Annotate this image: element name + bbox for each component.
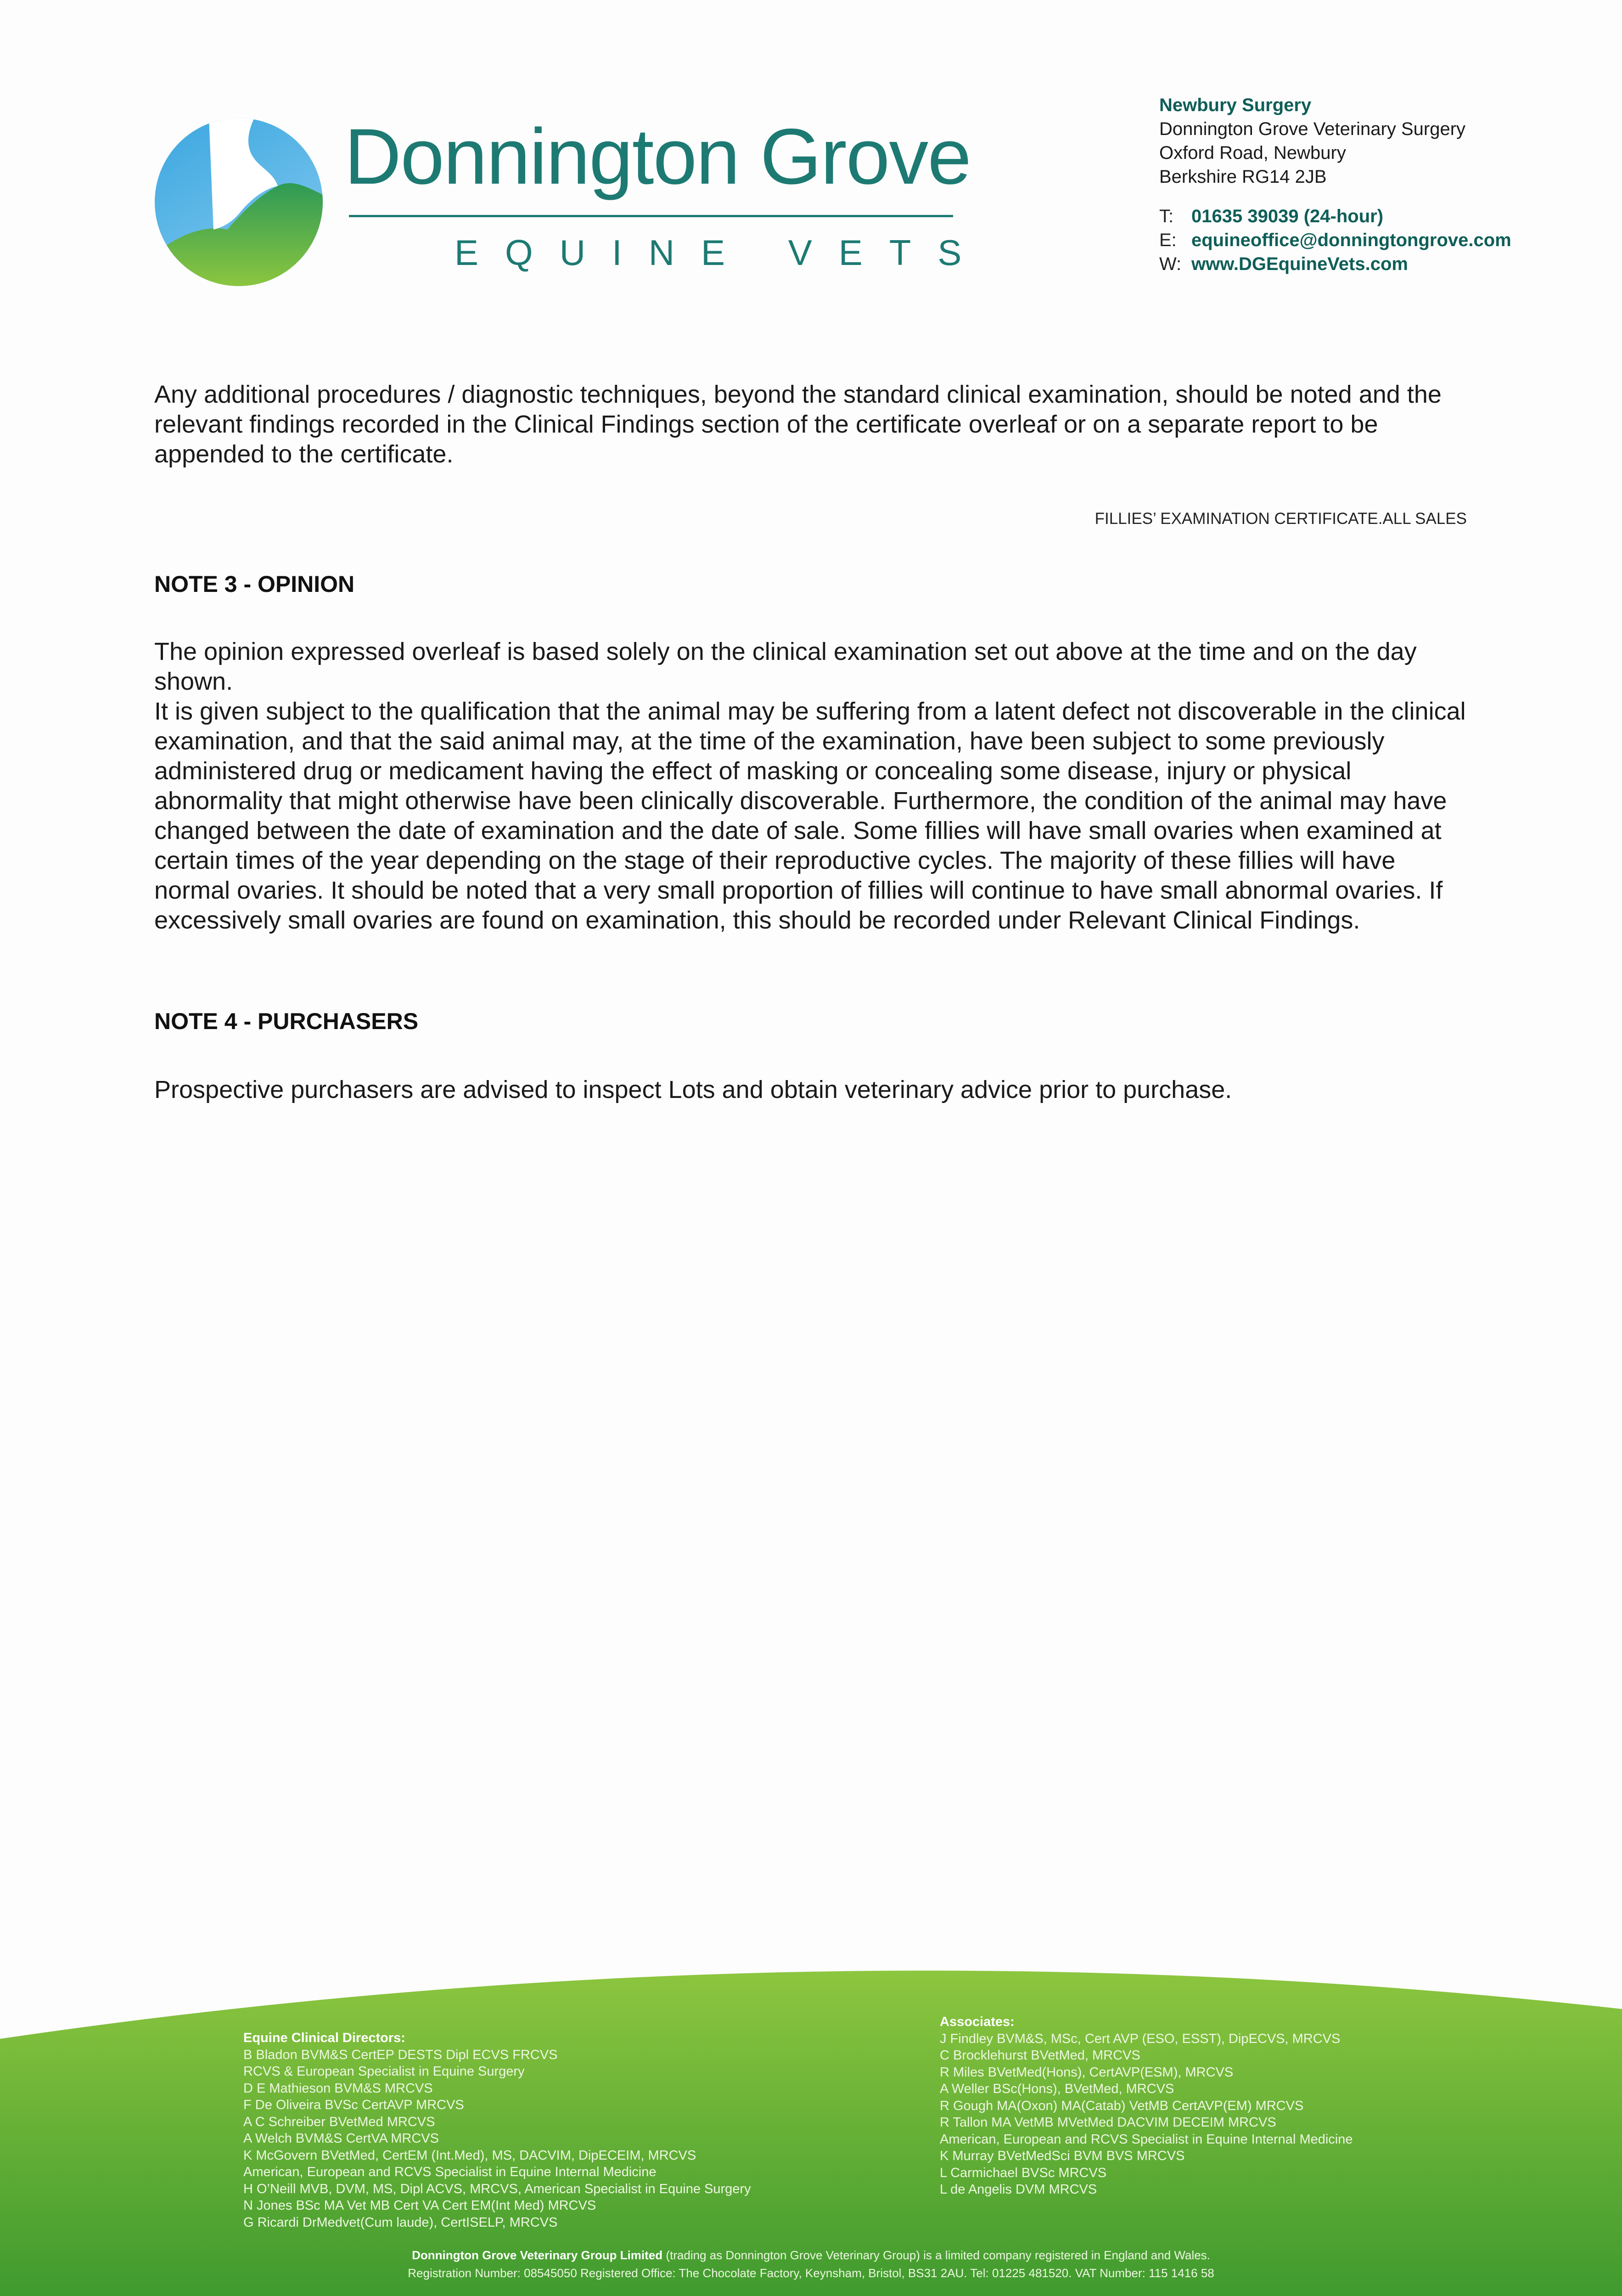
address-line: Berkshire RG14 2JB xyxy=(1159,167,1327,187)
director-entry: D E Mathieson BVM&S MRCVS xyxy=(243,2081,433,2096)
director-entry: K McGovern BVetMed, CertEM (Int.Med), MS, DACVIM, DipECEIM, MRCVS xyxy=(243,2148,696,2163)
associate-entry: R Gough MA(Oxon) MA(Catab) VetMB CertAVP(EM) MRCVS xyxy=(940,2098,1304,2113)
director-entry: American, European and RCVS Specialist in Equine Internal Medicine xyxy=(243,2165,657,2179)
brand-name: Donnington Grove xyxy=(344,113,971,201)
associate-entry: R Tallon MA VetMB MVetMed DACVIM DECEIM MRCVS xyxy=(940,2115,1276,2130)
associates-title: Associates: xyxy=(940,2015,1015,2029)
legal-line-1 xyxy=(0,2248,1622,2262)
web-row xyxy=(1159,252,1511,276)
note3-paragraph-1: The opinion expressed overleaf is based solely on the clinical examination set out above at the time and on the day shown. xyxy=(154,638,1417,695)
certificate-reference: FILLIES’ EXAMINATION CERTIFICATE.ALL SALES xyxy=(1094,510,1467,528)
intro-paragraph: Any additional procedures / diagnostic techniques, beyond the standard clinical examination, should be noted and the relevant findings recorded in the Clinical Findings section of the certificate overleaf or on a separate report to be appended to the certificate. xyxy=(154,381,1442,468)
phone-prefix: T: xyxy=(1159,206,1174,226)
director-entry: B Bladon BVM&S CertEP DESTS Dipl ECVS FRCVS xyxy=(243,2047,558,2062)
director-entry: H O’Neill MVB, DVM, MS, Dipl ACVS, MRCVS, American Specialist in Equine Surgery xyxy=(243,2181,751,2196)
website-link[interactable]: www.DGEquineVets.com xyxy=(1191,254,1408,274)
directors-title: Equine Clinical Directors: xyxy=(243,2031,405,2045)
director-entry: G Ricardi DrMedvet(Cum laude), CertISELP, MRCVS xyxy=(243,2215,558,2230)
brand-subtitle: EQUINE VETS xyxy=(455,232,988,273)
legal-text: (trading as Donnington Grove Veterinary Group) is a limited company registered in England and Wales. xyxy=(662,2248,1210,2262)
associate-entry: L de Angelis DVM MRCVS xyxy=(940,2182,1097,2197)
logo-icon xyxy=(154,117,324,287)
contact-block xyxy=(1159,93,1511,276)
associate-entry: C Brocklehurst BVetMed, MRCVS xyxy=(940,2048,1140,2063)
director-entry: A C Schreiber BVetMed MRCVS xyxy=(243,2114,435,2129)
associate-entry: A Weller BSc(Hons), BVetMed, MRCVS xyxy=(940,2082,1174,2096)
director-entry: F De Oliveira BVSc CertAVP MRCVS xyxy=(243,2098,464,2112)
associate-entry: J Findley BVM&S, MSc, Cert AVP (ESO, ESST), DipECVS, MRCVS xyxy=(940,2031,1341,2046)
directors-list xyxy=(243,2030,751,2231)
brand-divider xyxy=(349,215,953,217)
director-entry: RCVS & European Specialist in Equine Surgery xyxy=(243,2064,525,2079)
associate-entry: K Murray BVetMedSci BVM BVS MRCVS xyxy=(940,2149,1185,2163)
associate-entry: R Miles BVetMed(Hons), CertAVP(ESM), MRCVS xyxy=(940,2065,1234,2080)
surgery-name: Newbury Surgery xyxy=(1159,95,1312,115)
associates-list xyxy=(940,2014,1353,2198)
address-line: Donnington Grove Veterinary Surgery xyxy=(1159,119,1466,139)
address-line: Oxford Road, Newbury xyxy=(1159,143,1346,163)
note3-heading: NOTE 3 - OPINION xyxy=(154,571,355,597)
legal-line-2: Registration Number: 08545050 Registered Office: The Chocolate Factory, Keynsham, Bristol, BS31 2AU. Tel: 01225 481520. VAT Number: 115 1416 58 xyxy=(408,2266,1214,2280)
associate-entry: L Carmichael BVSc MRCVS xyxy=(940,2165,1107,2180)
web-prefix: W: xyxy=(1159,254,1182,274)
note3-paragraph-2: It is given subject to the qualification that the animal may be suffering from a latent defect not discoverable in the clinical examination, and that the said animal may, at the time of the examination, have been subject to some previously administered drug or medicament having the effect of masking or concealing some disease, injury or physical abnormality that might otherwise have been clinically discoverable. Furthermore, the condition of the animal may have changed between the date of examination and the date of sale. Some fillies will have small ovaries when examined at certain times of the year depending on the stage of their reproductive cycles. The majority of these fillies will have normal ovaries. It should be noted that a very small proportion of fillies will continue to have small abnormal ovaries. If excessively small ovaries are found on examination, this should be recorded under Relevant Clinical Findings. xyxy=(154,698,1466,934)
note4-heading: NOTE 4 - PURCHASERS xyxy=(154,1008,419,1034)
phone-number: 01635 39039 (24-hour) xyxy=(1191,206,1384,226)
director-entry: N Jones BSc MA Vet MB Cert VA Cert EM(Int Med) MRCVS xyxy=(243,2198,596,2213)
note4-paragraph: Prospective purchasers are advised to inspect Lots and obtain veterinary advice prior to purchase. xyxy=(154,1076,1232,1103)
director-entry: A Welch BVM&S CertVA MRCVS xyxy=(243,2131,439,2146)
email-prefix: E: xyxy=(1159,230,1177,250)
email-link[interactable]: equineoffice@donningtongrove.com xyxy=(1191,230,1511,250)
email-row xyxy=(1159,228,1511,252)
company-name: Donnington Grove Veterinary Group Limited xyxy=(412,2248,663,2262)
phone-row xyxy=(1159,204,1511,228)
associate-entry: American, European and RCVS Specialist in Equine Internal Medicine xyxy=(940,2132,1353,2147)
